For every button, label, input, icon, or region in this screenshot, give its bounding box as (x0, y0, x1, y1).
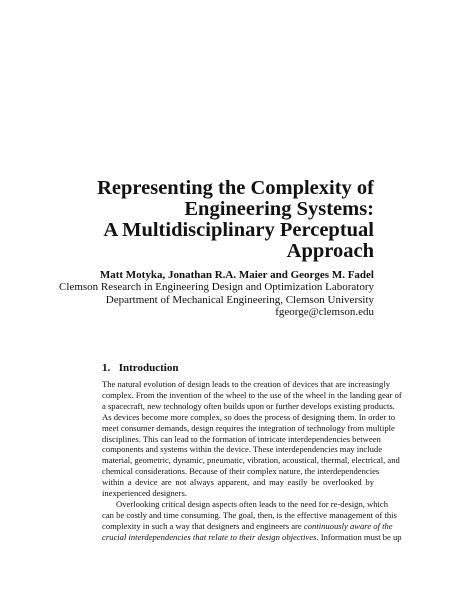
affiliation-line: Department of Mechanical Engineering, Clemson University (105, 293, 374, 306)
emphasis-text: crucial interdependencies that relate to their design objectives (102, 531, 317, 542)
text-line: a spacecraft, new technology often builds upon or further develops existing products. (102, 400, 395, 411)
text-line: Overlooking critical design aspects often leads to the need for re-design, which (116, 498, 389, 509)
text-line (102, 520, 393, 532)
affiliation-line: Clemson Research in Engineering Design and Optimization Laboratory (59, 281, 374, 294)
title-line: Approach (286, 240, 374, 262)
text-line (102, 531, 402, 543)
text-run: . Information must be up (316, 531, 402, 542)
title-line: Representing the Complexity of (97, 177, 374, 199)
text-line: meet consumer demands, design requires the integration of technology from multiple (102, 422, 395, 433)
text-line: complex. From the invention of the wheel to the use of the wheel in the landing gear of (102, 389, 402, 400)
author-email: fgeorge@clemson.edu (275, 306, 374, 319)
text-line: disciplines. This can lead to the formation of intricate interdependencies between (102, 433, 381, 444)
author-names: Matt Motyka, Jonathan R.A. Maier and Georges M. Fadel (99, 269, 374, 281)
paper-title (97, 178, 374, 262)
text-line: components and systems within the device. These interdependencies may include (102, 444, 383, 455)
text-run: complexity in such a way that designers and engineers are (102, 520, 302, 531)
emphasis-text: continuously aware of the (303, 520, 393, 531)
text-line: As devices become more complex, so does the process of designing them. In order to (102, 411, 396, 422)
title-line: Engineering Systems: (184, 198, 374, 220)
section-title: Introduction (118, 362, 179, 374)
author-block (59, 269, 374, 319)
text-line: material, geometric, dynamic, pneumatic, vibration, acoustical, thermal, electrical, and (102, 455, 400, 466)
body-text (102, 379, 402, 543)
text-line: can be costly and time consuming. The goal, then, is the effective management of this (102, 509, 397, 520)
text-line: chemical considerations. Because of their complex nature, the interdependencies (102, 466, 380, 477)
section-number: 1. (102, 362, 111, 374)
text-line: The natural evolution of design leads to the creation of devices that are increasingly (102, 379, 391, 389)
text-line: inexperienced designers. (102, 488, 187, 499)
section-heading (102, 362, 178, 374)
title-line: A Multidisciplinary Perceptual (103, 219, 374, 241)
text-line: within a device are not always apparent, and may easily be overlooked by (102, 477, 374, 488)
